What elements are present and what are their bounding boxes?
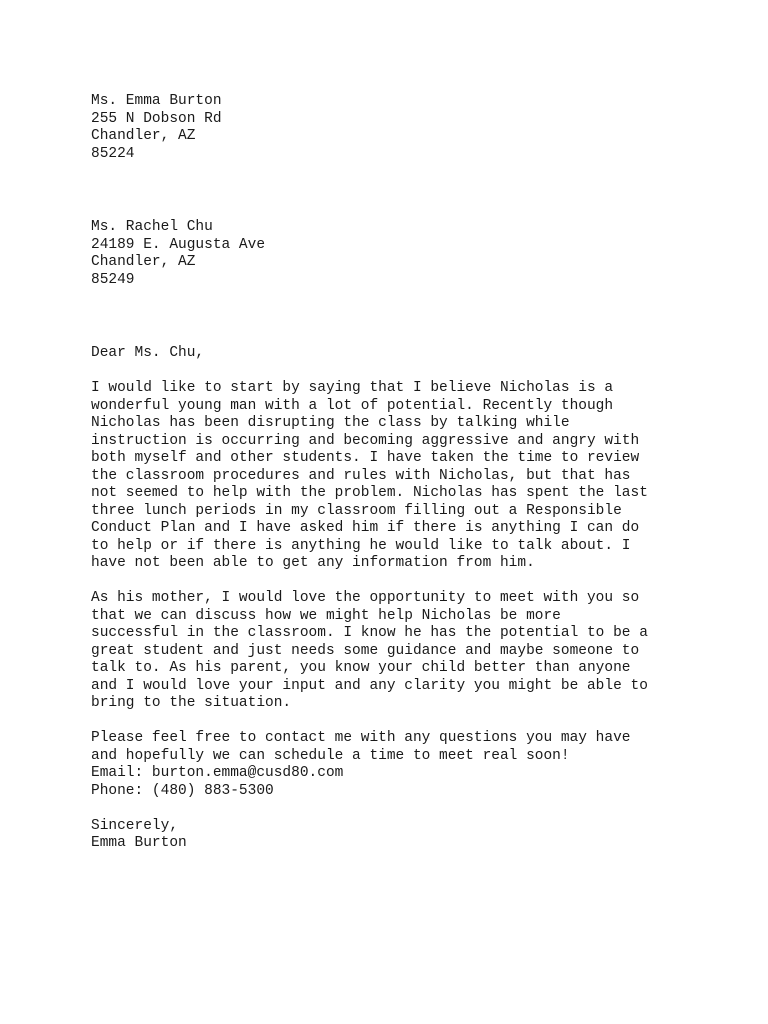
sender-name: Ms. Emma Burton — [91, 93, 222, 109]
contact-phone: Phone: (480) 883-5300 — [91, 782, 274, 799]
recipient-street: 24189 E. Augusta Ave — [91, 236, 266, 253]
body-paragraph-1: I would like to start by saying that I believe Nicholas is a wonderful young man with a lot of potential. Recently though Nicholas has been disrupting the class by talking while instruction is occurring and becoming aggressive and angry with both myself and other students. I have taken the time to review the classroom procedures and rules with Nicholas, but that has not seemed to help with the problem. Nicholas has spent the last three lunch periods in my classroom filling out a Responsible Conduct Plan and I have asked him if there is anything I can do to help or if there is anything he would like to talk about. I have not been able to get any information from him. — [91, 380, 648, 571]
contact-email: Email: burton.emma@cusd80.com — [91, 765, 344, 781]
sender-city: Chandler, AZ — [91, 128, 196, 144]
recipient-address — [91, 219, 711, 289]
body-paragraph-3: Please feel free to contact me with any questions you may have and hopefully we can schedule a time to meet real soon! — [91, 730, 631, 764]
spacer — [91, 163, 711, 219]
letter-page — [91, 93, 711, 853]
recipient-name: Ms. Rachel Chu — [91, 219, 213, 235]
spacer — [91, 363, 711, 381]
sender-zip: 85224 — [91, 145, 135, 162]
recipient-zip: 85249 — [91, 271, 135, 288]
sender-street: 255 N Dobson Rd — [91, 110, 222, 127]
signature: Emma Burton — [91, 835, 187, 851]
greeting: Dear Ms. Chu, — [91, 345, 205, 361]
recipient-city: Chandler, AZ — [91, 254, 196, 270]
body-paragraph-2: As his mother, I would love the opportunity to meet with you so that we can discuss how we might help Nicholas be more successful in the classroom. I know he has the potential to be a great student and just needs some guidance and maybe someone to talk to. As his parent, you know your child better than anyone and I would love your input and any clarity you might be able to bring to the situation. — [91, 590, 648, 711]
closing: Sincerely, — [91, 817, 179, 834]
spacer — [91, 713, 711, 731]
sender-address — [91, 93, 711, 163]
spacer — [91, 289, 711, 345]
spacer — [91, 800, 711, 818]
spacer — [91, 573, 711, 591]
